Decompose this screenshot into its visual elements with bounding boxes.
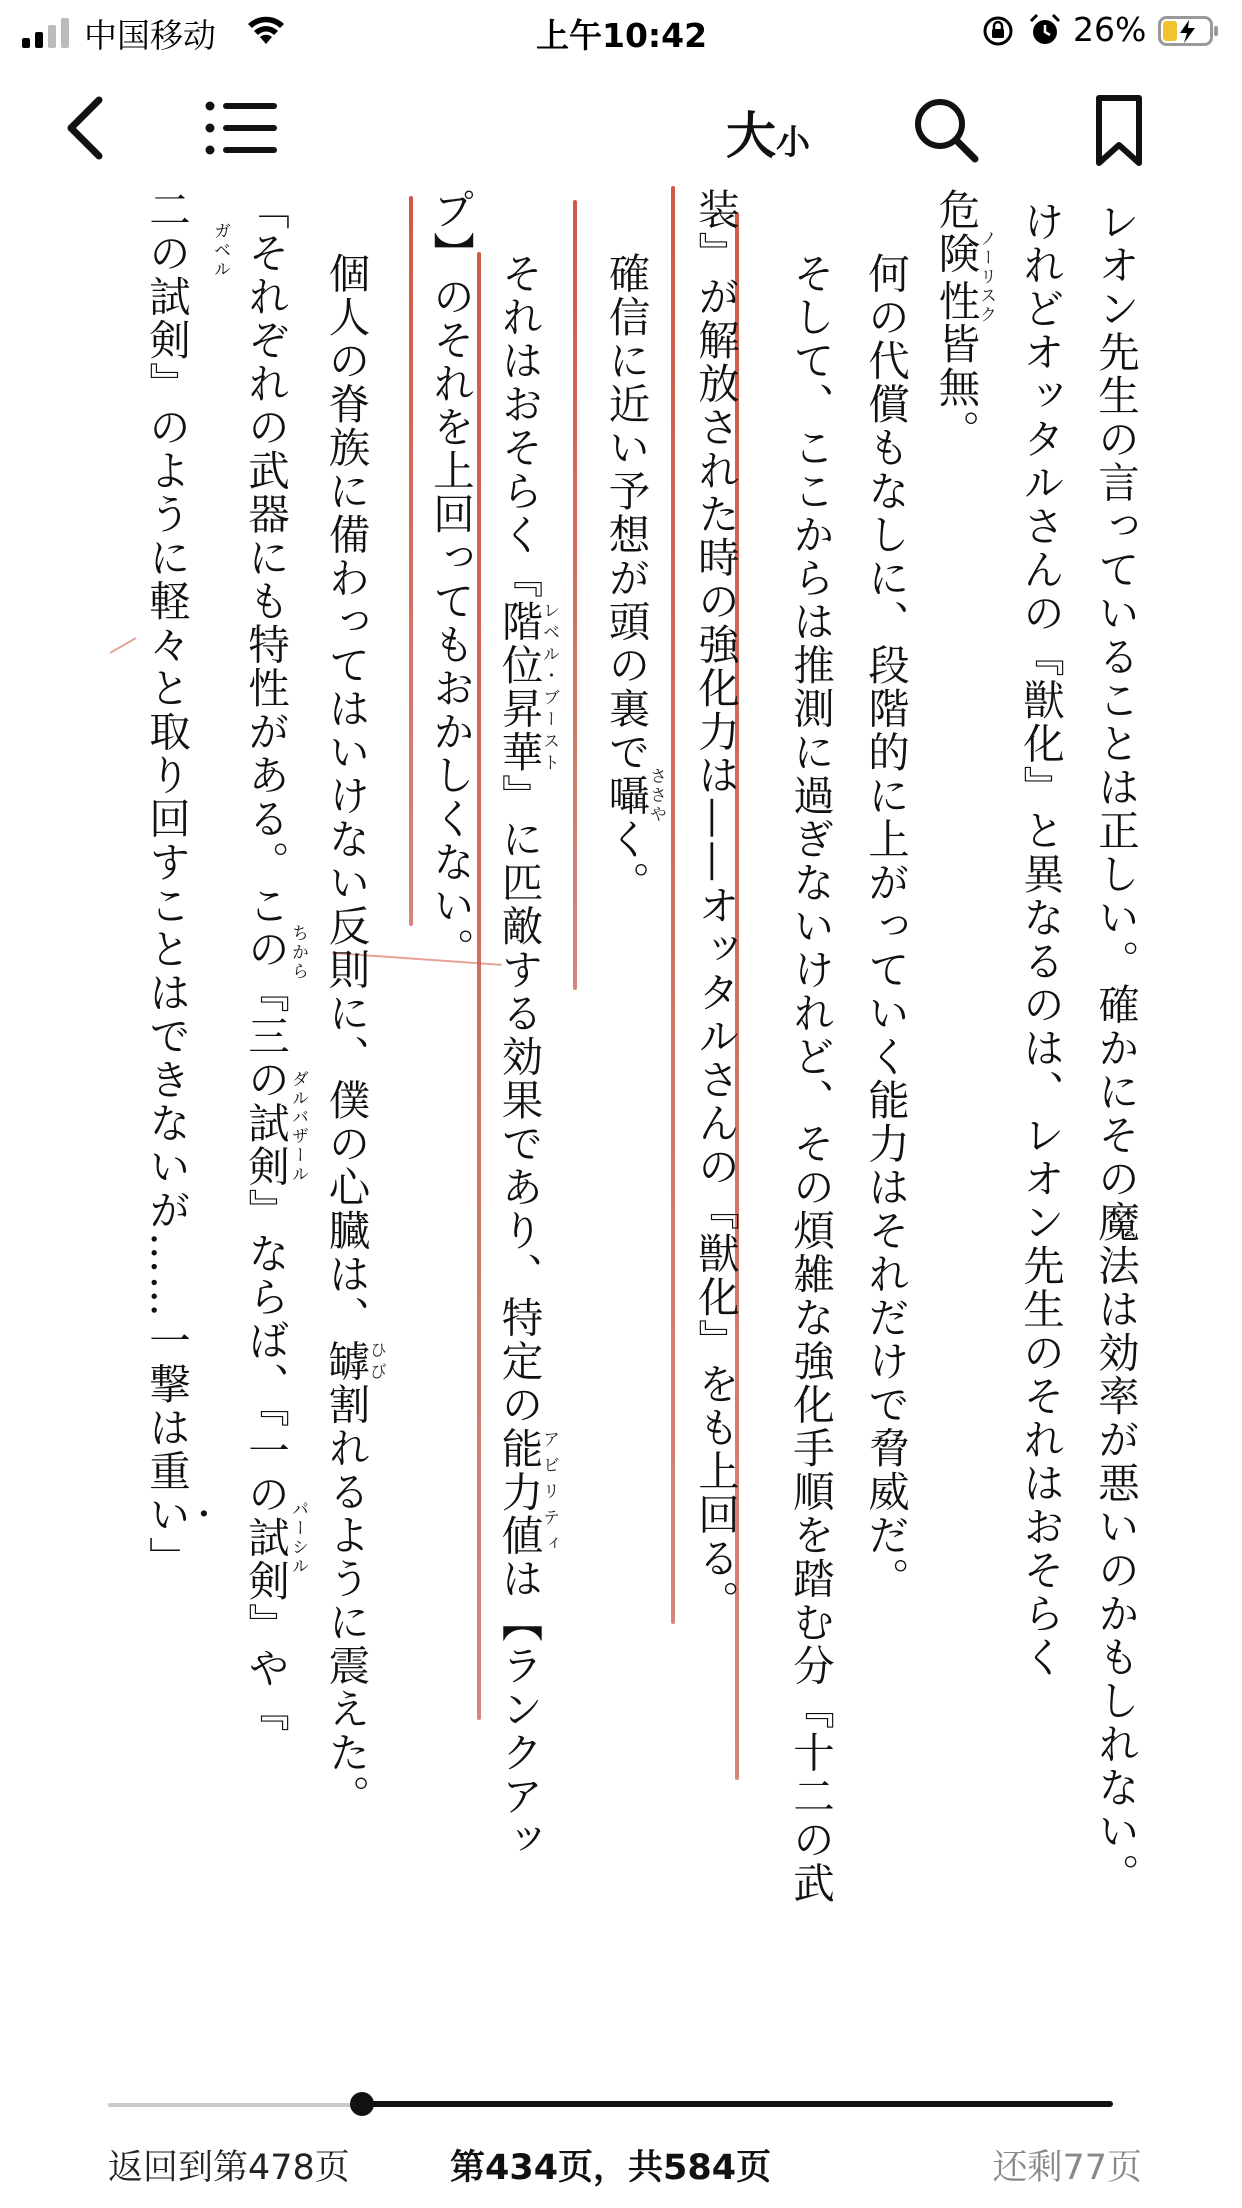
text-column [1010,200,1070,1679]
text-run: 何の代償もなしに、段階的に上がっていく能力はそれだけで脅威だ。 [861,252,910,1601]
ruby-base: 能力値 [494,1426,544,1557]
text-run: 』に匹敵する効果であり、特定の [494,774,544,1427]
bookmark-button[interactable] [1084,88,1154,174]
battery-percent: 26% [1073,10,1147,49]
ruby-annotation: ノーリスク [976,229,996,325]
highlight-mark[interactable] [409,196,413,926]
page-progress-slider[interactable] [108,2086,1143,2126]
ruby-annotation: レベル・ブースト [539,600,559,774]
text-column [780,252,840,1905]
text-run: 』と異なるのは、レオン先生のそれはおそらく [1016,765,1065,1679]
highlight-mark[interactable] [573,200,577,990]
text-column [494,252,559,1862]
text-column [142,188,215,1580]
text-run: 」 [142,1536,191,1580]
ruby-text [494,1426,559,1558]
progress-track [108,2103,362,2107]
list-icon [205,100,277,156]
pen-stroke [110,637,137,654]
text-column [685,188,745,1624]
progress-slider-thumb[interactable] [350,2092,374,2116]
font-size-button[interactable] [708,94,828,170]
text-column [855,252,915,1601]
ruby-text [931,229,996,325]
text-run: そして、ここからは推測に過ぎないけれど、その煩雑な強化手順を踏む分『十二の武 [786,252,835,1905]
ruby-base: 階位昇華 [494,600,544,774]
pages-remaining-label: 还剩77页 [992,2148,1142,2188]
text-column [1085,200,1145,1897]
ruby-annotation: ガベル [210,222,230,279]
clock: 上午10:42 [536,16,708,55]
back-button[interactable] [50,88,120,168]
text-run: い [142,1493,191,1537]
text-run: けれどオッタルさんの『 [1016,200,1065,679]
cellular-signal-icon [22,18,74,48]
battery-charging-icon [1158,16,1220,46]
wifi-icon [246,14,286,46]
text-run: 獣化 [1016,678,1065,766]
text-run: く。 [601,817,651,905]
text-run: 割れるように震えた。 [321,1383,371,1818]
ruby-text [601,767,666,825]
text-run: 「それぞれの武器にも特性がある。この『三の試剣』ならば、『一の試剣』や『 [241,188,290,1734]
chevron-left-icon [63,96,107,160]
bookmark-icon [1094,93,1144,169]
text-run: 個人の脊族に備わってはいけない反則に、僕の心臓は、 [321,252,371,1340]
ruby-annotation: ダルバザール [288,1070,308,1184]
text-run: 皆無。 [931,322,981,453]
reader-footer [0,2140,1242,2200]
table-of-contents-button[interactable] [196,90,286,166]
ruby-base: 罅 [321,1339,371,1383]
text-run: 装』が解放された時の強化力は——オッタルさんの『獣化』をも上回る。 [691,188,740,1624]
carrier-name: 中国移动 [84,16,216,55]
back-to-page-link[interactable]: 返回到第478页 [108,2148,350,2188]
rotation-lock-icon [982,15,1014,47]
highlight-mark[interactable] [671,186,675,1624]
text-column [420,188,480,971]
text-run: プ】のそれを上回ってもおかしくない。 [426,188,475,971]
ruby-annotation: ひび [366,1339,386,1383]
ruby-base: 険性 [931,229,981,325]
ruby-text [321,1339,386,1384]
text-run: 危 [931,188,981,232]
ruby-annotation: アビリティ [539,1426,559,1557]
current-page-indicator: 第434页，共584页 [450,2148,772,2188]
ruby-annotation: ちから [288,924,308,981]
text-run: 確信に近い予想が頭の裏で [601,252,651,774]
ruby-annotation: パーシル [288,1500,308,1576]
text-column [601,252,666,905]
text-run: は【ランクアッ [494,1557,544,1862]
status-bar [0,0,1242,62]
text-run: それはおそらく『 [494,252,544,600]
ruby-base: 囁 [601,767,651,825]
text-run: レオン先生の言っていることは正しい。確かにその魔法は効率が悪いのかもしれない。 [1091,200,1140,1897]
alarm-icon [1028,13,1062,47]
search-button[interactable] [906,88,986,172]
search-icon [912,96,980,164]
progress-remaining-bar [362,2101,1113,2107]
text-run: 二の試剣』のように軽々と取り回すことはできないが……一撃は重 [142,188,191,1493]
reading-page[interactable] [80,188,1170,2020]
text-column [321,252,386,1818]
ruby-text [494,600,559,774]
font-size-small-label: 小 [776,122,810,163]
text-column [931,188,996,453]
ruby-annotation: ささや [646,767,666,825]
font-size-large-label: 大 [726,107,776,165]
reader-toolbar [0,80,1242,180]
